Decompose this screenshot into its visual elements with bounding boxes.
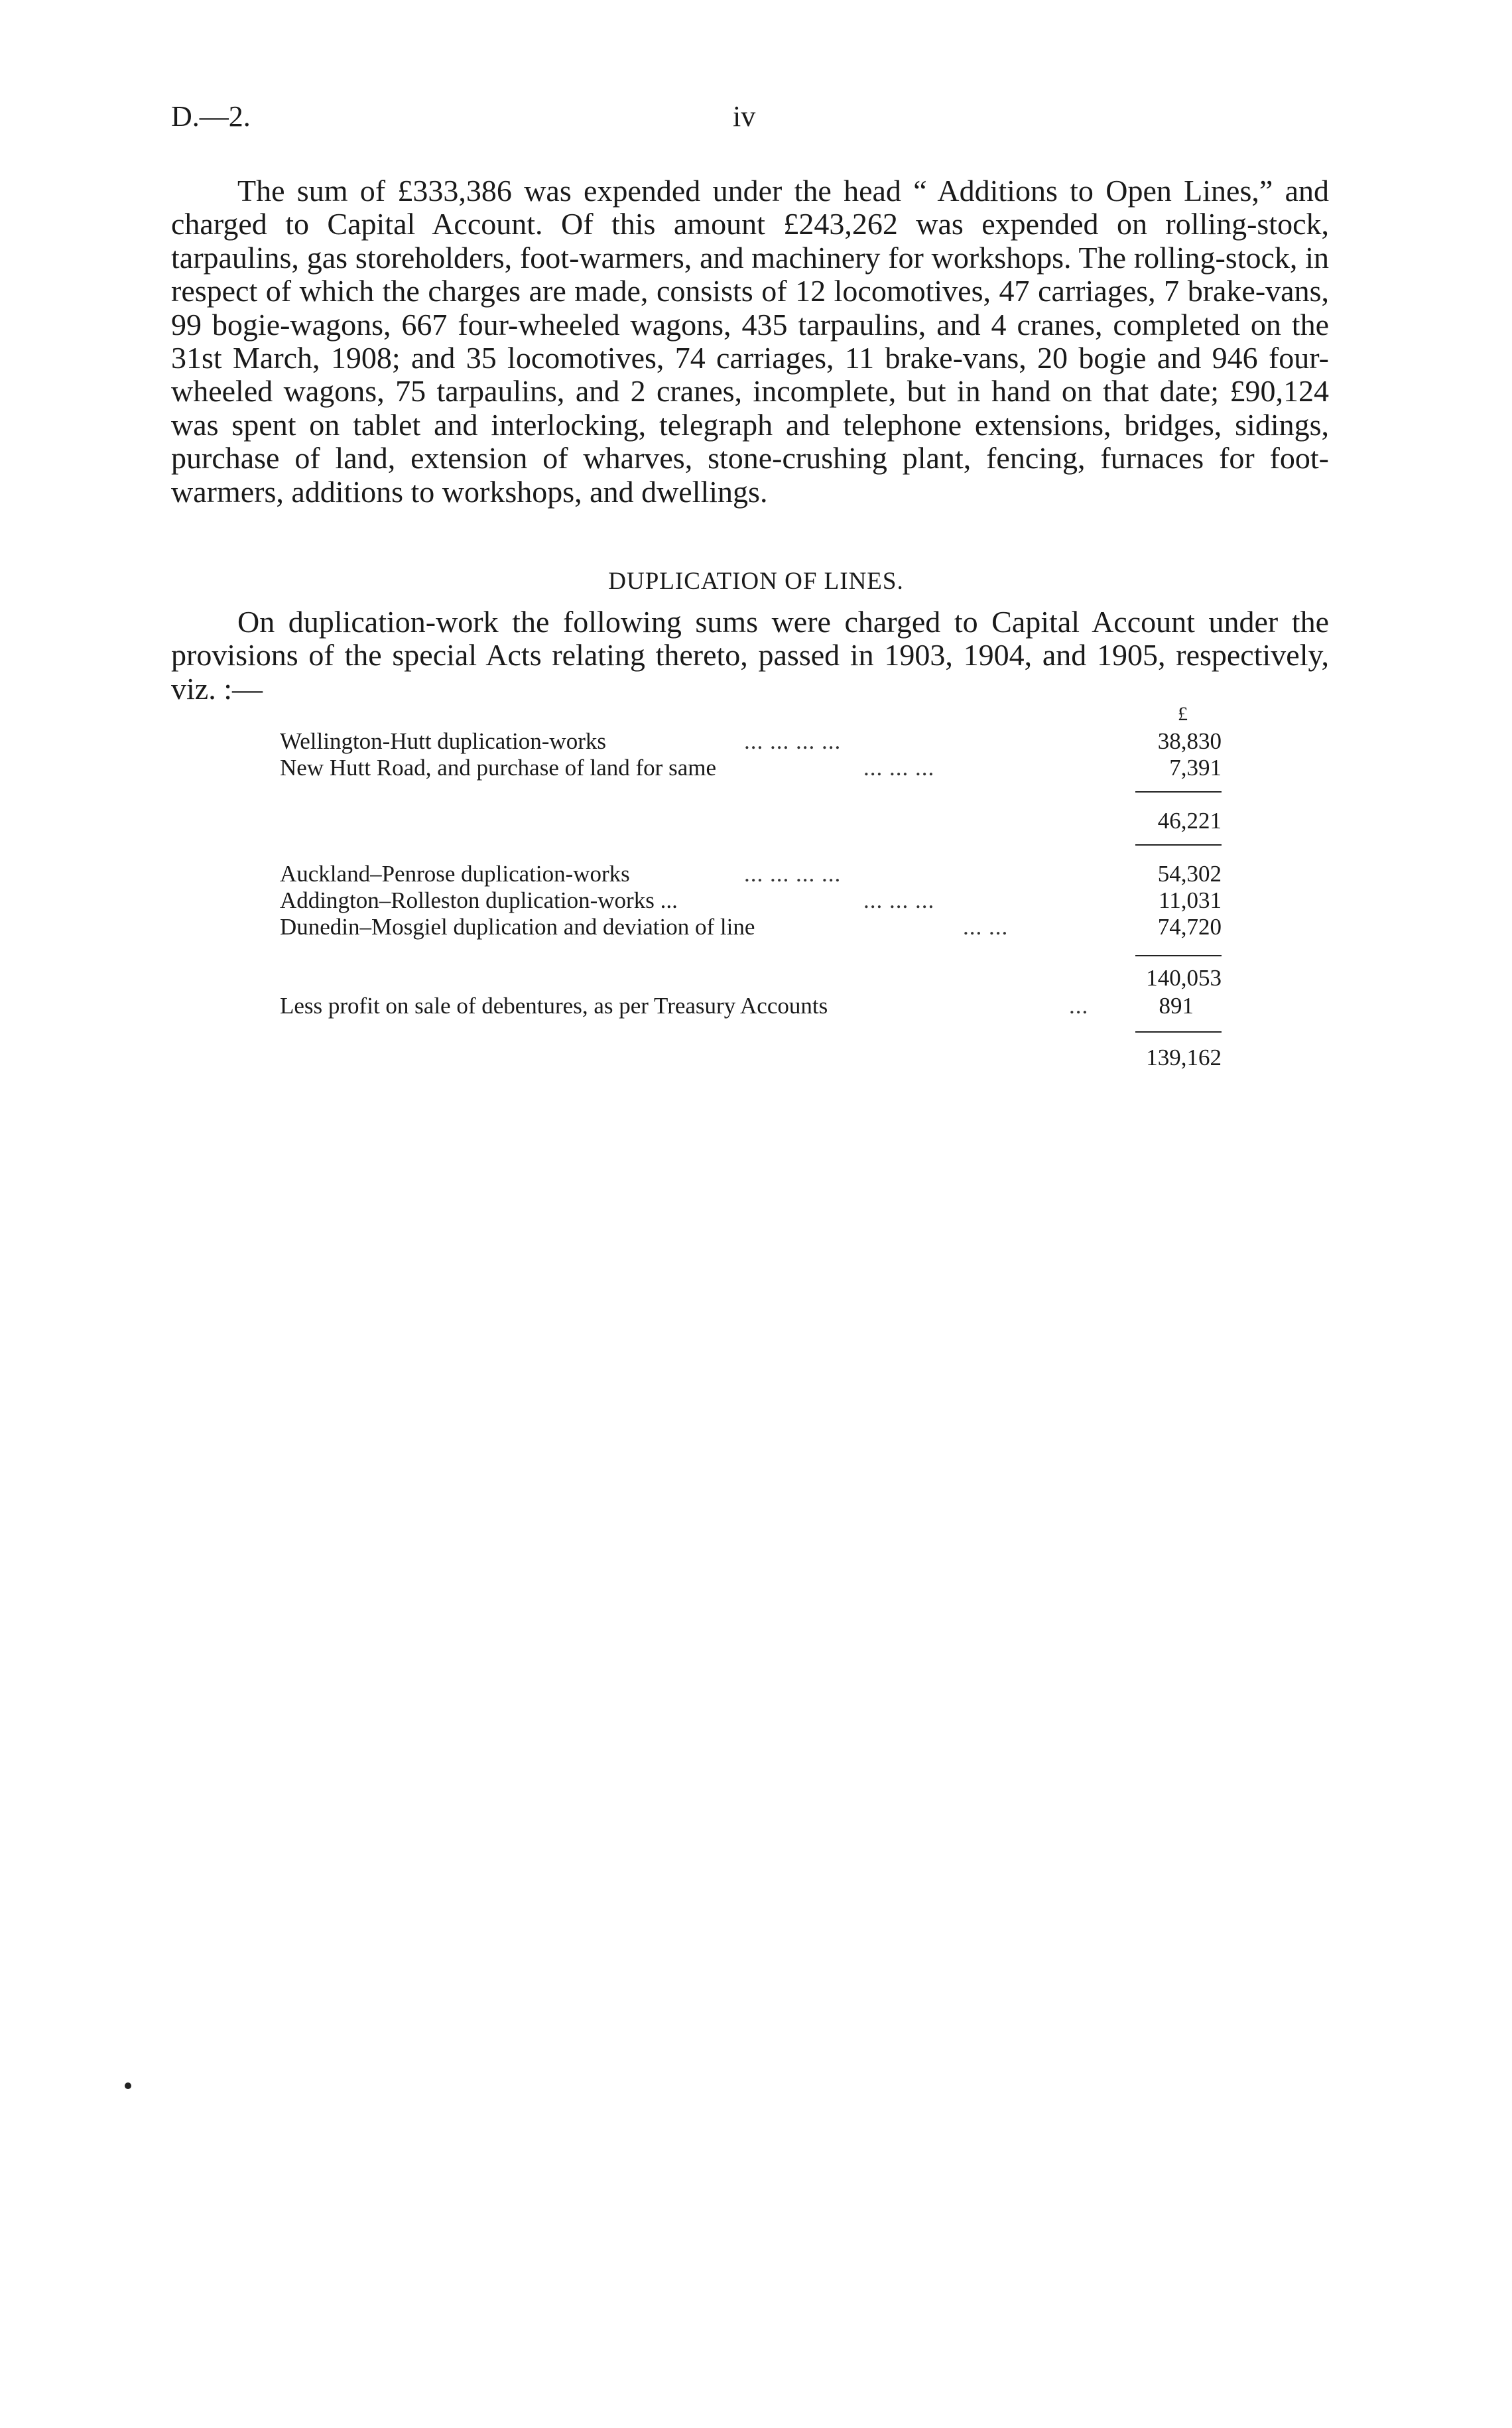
table-row	[280, 914, 1222, 940]
table-row	[280, 861, 1222, 887]
row-dots: ...	[1069, 993, 1089, 1019]
row-amount: 38,830	[1157, 728, 1222, 754]
table-row	[280, 993, 1222, 1019]
section-heading: DUPLICATION OF LINES.	[608, 568, 904, 595]
row-dots: ... ... ...	[863, 755, 935, 781]
subtotal-rule	[1135, 844, 1222, 846]
total-rule	[1135, 1031, 1222, 1033]
page-number: iv	[733, 100, 756, 133]
table-row	[280, 728, 1222, 755]
row-amount: 54,302	[1157, 861, 1222, 887]
row-dots: ... ... ... ...	[744, 861, 842, 887]
subtotal-rule	[1135, 791, 1222, 793]
paragraph-additions-open-lines: The sum of £333,386 was expended under the head “ Additions to Open Lines,” and charged to Capital Account. Of this amount £243,262 was expended on rolling-stock, tarpaulins, gas storeholders, foot-warmers, and machinery for workshops. The rolling-stock, in respect of which the charges are made, consists of 12 locomotives, 47 carriages, 7 brake-vans, 99 bogie-wagons, 667 four-wheeled wagons, 435 tarpaulins, and 4 cranes, completed on the 31st March, 1908; and 35 locomotives, 74 carriages, 11 brake-vans, 20 bogie and 946 four-wheeled wagons, 75 tarpaulins, and 2 cranes, incomplete, but in hand on that date; £90,124 was spent on tablet and interlocking, telegraph and telephone extensions, bridges, sidings, purchase of land, extension of wharves, stone-crushing plant, fencing, furnaces for foot-warmers, additions to workshops, and dwellings.	[171, 174, 1329, 509]
row-dots: ... ...	[963, 914, 1009, 940]
row-amount: 11,031	[1159, 887, 1222, 913]
row-label: Less profit on sale of debentures, as per Treasury Accounts	[280, 993, 828, 1019]
row-label: Dunedin–Mosgiel duplication and deviation of line	[280, 914, 755, 940]
subtotal-1: 46,221	[1157, 808, 1222, 834]
page-speck	[125, 2082, 131, 2089]
row-label: Addington–Rolleston duplication-works ...	[280, 887, 678, 913]
row-label: Auckland–Penrose duplication-works	[280, 861, 630, 887]
subtotal-2: 140,053	[1146, 965, 1222, 991]
paragraph-duplication: On duplication-work the following sums were charged to Capital Account under the provisions of the special Acts relating thereto, passed in 1903, 1904, and 1905, respectively, viz. :—	[171, 605, 1329, 706]
row-amount: 7,391	[1169, 755, 1222, 781]
subtotal-rule	[1135, 955, 1222, 956]
row-label: Wellington-Hutt duplication-works	[280, 728, 606, 754]
row-amount: 891	[1159, 993, 1194, 1019]
row-label: New Hutt Road, and purchase of land for same	[280, 755, 716, 781]
page-header-reference: D.—2.	[171, 100, 251, 133]
row-amount: 74,720	[1157, 914, 1222, 940]
currency-symbol: £	[1178, 703, 1188, 725]
grand-total: 139,162	[1146, 1045, 1222, 1070]
row-dots: ... ... ...	[863, 887, 935, 913]
table-row	[280, 887, 1222, 914]
row-dots: ... ... ... ...	[744, 728, 842, 754]
table-row	[280, 755, 1222, 781]
